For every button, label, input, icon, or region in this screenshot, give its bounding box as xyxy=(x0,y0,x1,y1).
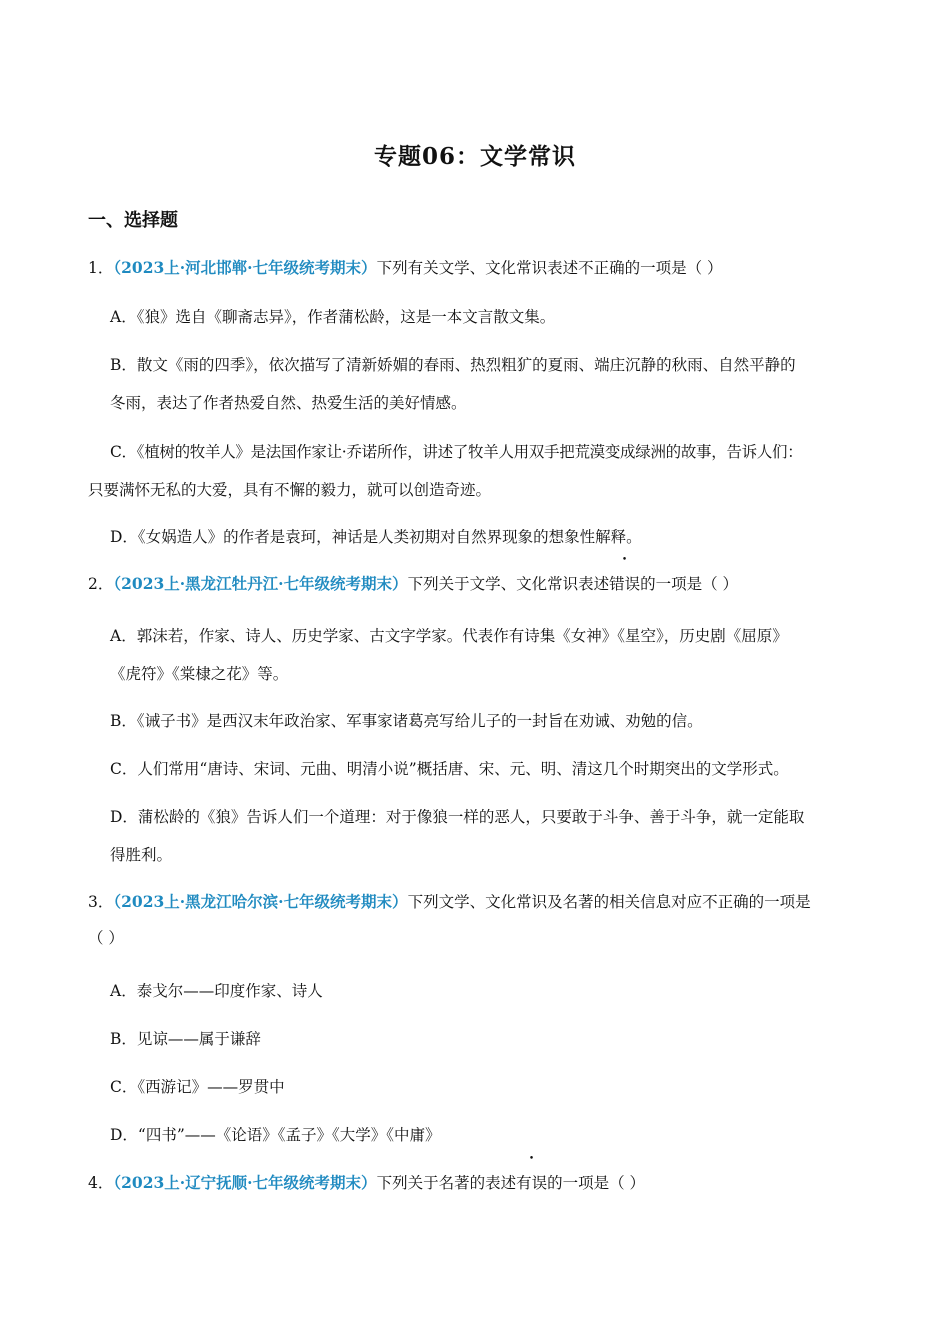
option-d-continued: 得胜利。 xyxy=(110,846,173,864)
question-source: （2023上·河北邯郸·七年级统考期末） xyxy=(113,258,377,277)
question-stem: 下列文学、文化常识及名著的相关信息对应不正确的一项是 xyxy=(407,893,811,911)
question-number: 4． xyxy=(88,1174,114,1192)
question-4 xyxy=(88,1166,878,1200)
page-title: 专题06：文学常识 xyxy=(373,143,576,170)
option-a: A．《狼》选自《聊斋志异》，作者蒲松龄，这是一本文言散文集。 xyxy=(110,308,556,326)
option-b: B．散文《雨的四季》，依次描写了清新娇媚的春雨、热烈粗犷的夏雨、端庄沉静的秋雨、自然平静的 xyxy=(110,356,796,374)
option-d: D．蒲松龄的《狼》告诉人们一个道理：对于像狼一样的恶人，只要敢于斗争、善于斗争，就一定能取 xyxy=(110,808,805,826)
option-c: C．《西游记》——罗贯中 xyxy=(110,1078,285,1096)
question-stem-end: 的一项是（ ） xyxy=(547,1174,646,1192)
option-a-continued: 《虎符》《棠棣之花》等。 xyxy=(110,665,289,683)
emphasis-dots: 错误 xyxy=(609,575,641,593)
emphasis-dots: 有误 xyxy=(516,1174,548,1192)
question-stem: 下列关于名著的表述 xyxy=(376,1174,517,1192)
question-stem: 下列关于文学、文化常识表述 xyxy=(407,575,610,593)
option-b-continued: 冬雨，表达了作者热爱自然、热爱生活的美好情感。 xyxy=(110,394,467,412)
question-number: 3． xyxy=(88,893,114,911)
question-source: （2023上·辽宁抚顺·七年级统考期末） xyxy=(113,1173,377,1192)
option-a: A．郭沫若，作家、诗人、历史学家、古文字学家。代表作有诗集《女神》《星空》，历史剧《屈原》 xyxy=(110,627,788,645)
question-source: （2023上·黑龙江哈尔滨·七年级统考期末） xyxy=(113,892,408,911)
option-d: D．《女娲造人》的作者是袁珂，神话是人类初期对自然界现象的想象性解释。 xyxy=(110,528,642,546)
question-2 xyxy=(88,567,878,601)
question-3 xyxy=(88,885,878,919)
question-number: 1． xyxy=(88,259,114,277)
option-c: C．人们常用“唐诗、宋词、元曲、明清小说”概括唐、宋、元、明、清这几个时期突出的文学形式。 xyxy=(110,760,789,778)
question-stem-end: 的一项是（ ） xyxy=(640,575,739,593)
question-1 xyxy=(88,251,878,285)
question-number: 2． xyxy=(88,575,114,593)
question-source: （2023上·黑龙江牡丹江·七年级统考期末） xyxy=(113,574,408,593)
section-heading: 一、选择题 xyxy=(88,210,178,231)
option-b: B．见谅——属于谦辞 xyxy=(110,1030,261,1048)
option-c: C．《植树的牧羊人》是法国作家让·乔诺所作，讲述了牧羊人用双手把荒漠变成绿洲的故事，告诉人们： xyxy=(110,443,803,461)
option-b: B．《诫子书》是西汉末年政治家、军事家诸葛亮写给儿子的一封旨在劝诫、劝勉的信。 xyxy=(110,712,703,730)
option-d: D．“四书”——《论语》《孟子》《大学》《中庸》 xyxy=(110,1126,441,1144)
question-stem: 下列有关文学、文化常识表述不正确的一项是（ ） xyxy=(376,259,723,277)
question-3-continued: （ ） xyxy=(88,929,124,947)
option-a: A．泰戈尔——印度作家、诗人 xyxy=(110,982,323,1000)
option-c-continued: 只要满怀无私的大爱，具有不懈的毅力，就可以创造奇迹。 xyxy=(88,481,492,499)
